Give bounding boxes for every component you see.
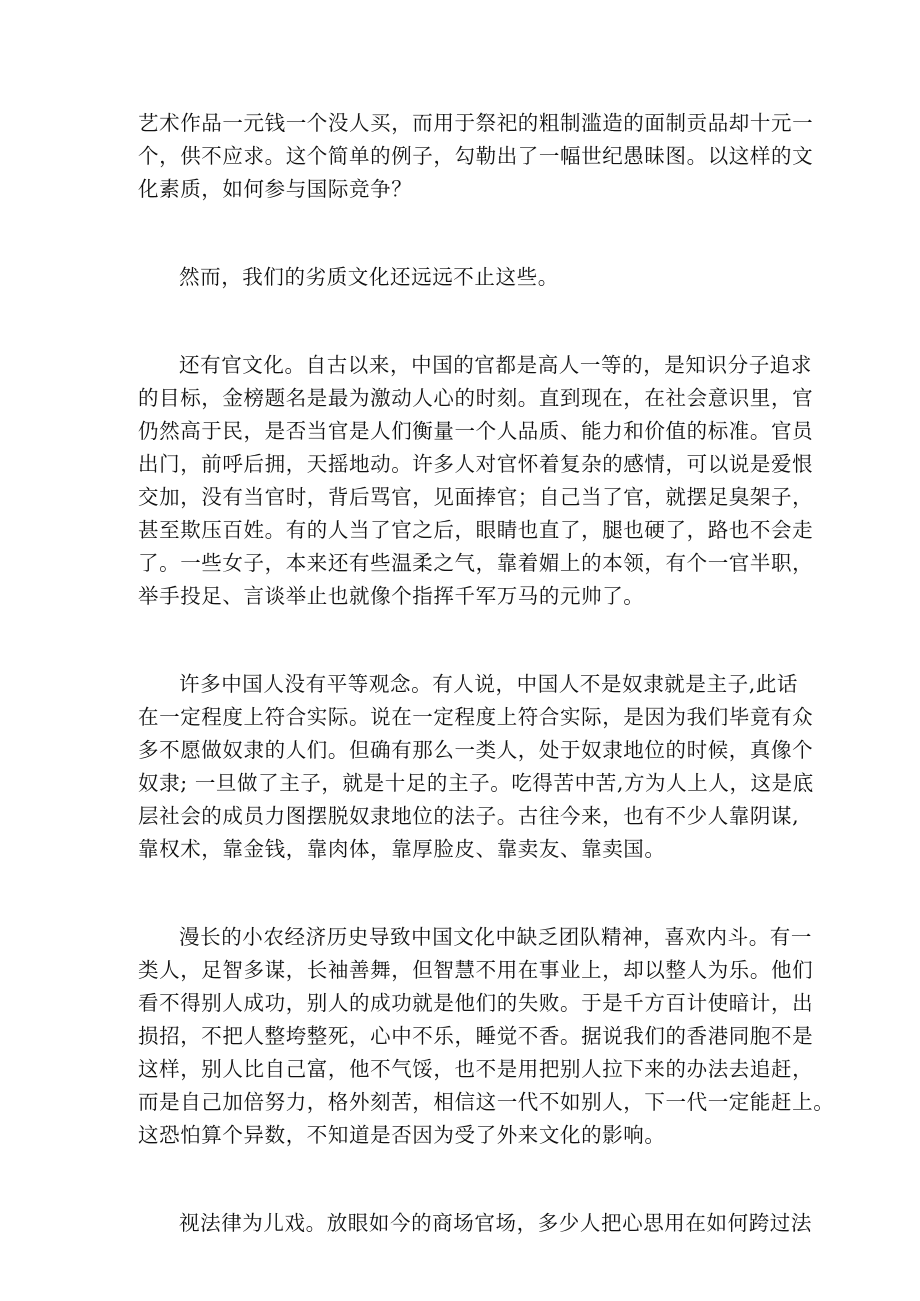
- text-line: 仍然高于民，是否当官是人们衡量一个人品质、能力和价值的标准。官员: [138, 419, 814, 443]
- text-line: 在一定程度上符合实际。说在一定程度上符合实际，是因为我们毕竟有众: [138, 705, 814, 729]
- text-line: 甚至欺压百姓。有的人当了官之后，眼睛也直了，腿也硬了，路也不会走: [138, 518, 814, 542]
- text-line: 层社会的成员力图摆脱奴隶地位的法子。古往今来，也有不少人靠阴谋,: [138, 804, 800, 828]
- paragraph-5: [138, 921, 835, 1152]
- paragraph-2: [138, 261, 798, 294]
- text-line: 化素质，如何参与国际竞争？: [138, 177, 413, 201]
- paragraph-4: [138, 668, 814, 866]
- text-line: 许多中国人没有平等观念。有人说，中国人不是奴隶就是主子,此话: [179, 672, 799, 696]
- text-line: 而是自己加倍努力，格外刻苦，相信这一代不如别人，下一代一定能赶上。: [138, 1090, 835, 1114]
- text-line: 出门，前呼后拥，天摇地动。许多人对官怀着复杂的感情，可以说是爱恨: [138, 452, 814, 476]
- text-line: 奴隶; 一旦做了主子，就是十足的主子。吃得苦中苦,方为人上人，这是底: [138, 771, 814, 795]
- paragraph-6: [138, 1207, 812, 1240]
- paragraph-gap: [138, 1152, 798, 1207]
- paragraph-gap: [138, 613, 798, 668]
- text-line: 个，供不应求。这个简单的例子，勾勒出了一幅世纪愚昧图。以这样的文: [138, 144, 814, 168]
- text-line: 这样，别人比自己富，他不气馁，也不是用把别人拉下来的办法去追赶，: [138, 1057, 814, 1081]
- text-line: 视法律为儿戏。放眼如今的商场官场，多少人把心思用在如何跨过法: [179, 1211, 812, 1235]
- text-line: 类人，足智多谋，长袖善舞，但智慧不用在事业上，却以整人为乐。他们: [138, 958, 814, 982]
- text-line: 漫长的小农经济历史导致中国文化中缺乏团队精神，喜欢内斗。有一: [179, 925, 812, 949]
- text-line: 了。一些女子，本来还有些温柔之气，靠着媚上的本领，有个一官半职，: [138, 551, 814, 575]
- text-line: 损招，不把人整垮整死，心中不乐，睡觉不香。据说我们的香港同胞不是: [138, 1024, 814, 1048]
- text-line: 举手投足、言谈举止也就像个指挥千军万马的元帅了。: [138, 584, 645, 608]
- paragraph-gap: [138, 206, 798, 261]
- text-line: 靠权术，靠金钱，靠肉体，靠厚脸皮、靠卖友、靠卖国。: [138, 837, 666, 861]
- text-line: 然而，我们的劣质文化还远远不止这些。: [179, 265, 559, 289]
- text-line: 交加，没有当官时，背后骂官，见面捧官；自己当了官，就摆足臭架子，: [138, 485, 814, 509]
- document-body: [138, 107, 835, 1240]
- text-line: 还有官文化。自古以来，中国的官都是高人一等的，是知识分子追求: [179, 353, 812, 377]
- text-line: 的目标，金榜题名是最为激动人心的时刻。直到现在，在社会意识里，官: [138, 386, 814, 410]
- text-line: 艺术作品一元钱一个没人买，而用于祭祀的粗制滥造的面制贡品却十元一: [138, 111, 814, 135]
- text-line: 看不得别人成功，别人的成功就是他们的失败。于是千方百计使暗计，出: [138, 991, 814, 1015]
- paragraph-gap: [138, 294, 798, 349]
- text-line: 这恐怕算个异数，不知道是否因为受了外来文化的影响。: [138, 1123, 666, 1147]
- paragraph-gap: [138, 866, 798, 921]
- paragraph-1: [138, 107, 814, 206]
- paragraph-3: [138, 349, 814, 613]
- text-line: 多不愿做奴隶的人们。但确有那么一类人，处于奴隶地位的时候，真像个: [138, 738, 814, 762]
